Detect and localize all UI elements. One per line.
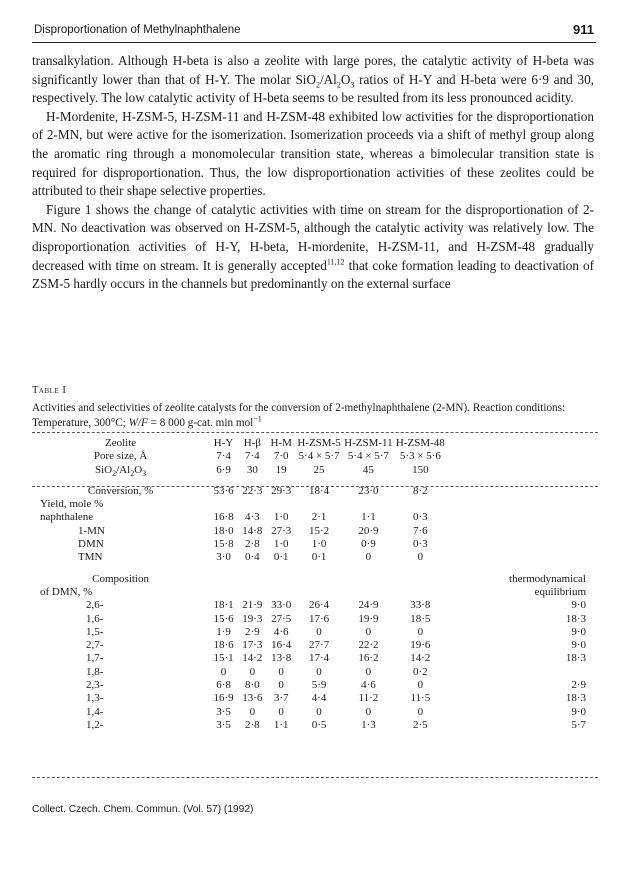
table-cell bbox=[267, 586, 296, 599]
table-cell: 0 bbox=[278, 679, 284, 692]
table-row bbox=[32, 719, 598, 732]
table-cell: 5·3 × 5·6 bbox=[399, 450, 441, 463]
table-cell: 33·0 bbox=[271, 599, 292, 612]
row-label: 1,5- bbox=[86, 625, 104, 638]
table-cell: 7·4 bbox=[216, 450, 231, 463]
table-cell: 8·0 bbox=[245, 679, 260, 692]
row-label: Composition bbox=[92, 572, 149, 585]
running-title: Disproportionation of Methylnaphthalene bbox=[34, 24, 241, 36]
table-cell: 3·5 bbox=[216, 718, 231, 731]
table-cell: 0·3 bbox=[413, 538, 428, 551]
table-cell: 0 bbox=[365, 665, 372, 678]
table-cell: 0 bbox=[417, 705, 424, 718]
equilibrium-cell: 18·3 bbox=[565, 692, 586, 705]
row-label: 2,3- bbox=[86, 679, 104, 692]
table-cell: 16·2 bbox=[358, 652, 379, 665]
table-cell: 7·0 bbox=[273, 450, 289, 463]
p1-text-a: transalkylation. Although H-beta is also a zeolite with large pores, the catalytic activity of H-beta was significantly lower than that of H-Y. The molar SiO bbox=[32, 53, 594, 87]
table-cell: 4·6 bbox=[273, 625, 289, 638]
row-label: 1,8- bbox=[86, 665, 104, 678]
table-cell bbox=[238, 586, 267, 599]
table-cell bbox=[394, 498, 446, 511]
table-cell: 5·4 × 5·7 bbox=[298, 450, 340, 463]
row-label: 1,4- bbox=[86, 705, 104, 718]
equilibrium-cell bbox=[446, 511, 598, 524]
paragraph-3 bbox=[32, 201, 594, 294]
table-cell: 11·2 bbox=[358, 692, 379, 705]
row-label: 1,7- bbox=[86, 652, 104, 665]
table-cell bbox=[394, 573, 446, 586]
table-cell: 6·9 bbox=[216, 463, 231, 476]
table-cell: 7·4 bbox=[245, 450, 260, 463]
table-cell: 0 bbox=[249, 665, 256, 678]
row-label: 2,6- bbox=[86, 599, 104, 612]
table-cell: 13·8 bbox=[271, 652, 292, 665]
ratio-label-part: SiO bbox=[95, 463, 113, 476]
row-label: Zeolite bbox=[104, 437, 137, 449]
table-cell: 4·4 bbox=[311, 692, 327, 705]
paragraph-1 bbox=[32, 52, 594, 108]
table-cell: 22·3 bbox=[242, 484, 263, 497]
table-cell: 0 bbox=[365, 625, 372, 638]
table-cell: 17·4 bbox=[308, 652, 330, 665]
table-cell: 21·9 bbox=[242, 599, 263, 612]
table-cell: 0 bbox=[365, 705, 372, 718]
table-row bbox=[32, 626, 598, 639]
table-cell: 18·1 bbox=[213, 599, 234, 612]
row-label: of DMN, % bbox=[40, 585, 93, 598]
table-row bbox=[32, 485, 598, 498]
table-cell: 1·0 bbox=[311, 538, 327, 551]
equilibrium-cell: 18·3 bbox=[565, 612, 586, 625]
table-row bbox=[32, 538, 598, 551]
table-cell bbox=[296, 498, 343, 511]
equilibrium-cell: 9·0 bbox=[571, 599, 586, 612]
equilibrium-cell bbox=[446, 464, 598, 477]
table-cell bbox=[209, 498, 238, 511]
equilibrium-cell bbox=[446, 525, 598, 538]
table-cell: 19·9 bbox=[358, 612, 379, 625]
p1-sub-1: 2 bbox=[315, 80, 320, 90]
row-label: Pore size, Å bbox=[93, 450, 148, 463]
row-label: 1,2- bbox=[86, 718, 104, 731]
equilibrium-cell: 18·3 bbox=[565, 652, 586, 665]
table-cell: 0 bbox=[249, 705, 256, 718]
table-cell: 18·5 bbox=[410, 612, 431, 625]
table-cell: 2·9 bbox=[245, 625, 260, 638]
ratio-label-part: 2 bbox=[112, 468, 117, 478]
table-cell bbox=[267, 573, 296, 586]
table-cell: 0·2 bbox=[413, 665, 428, 678]
equilibrium-cell bbox=[446, 666, 598, 679]
caption-exponent: −1 bbox=[253, 414, 262, 424]
table-row bbox=[32, 666, 598, 679]
table-cell: 16·9 bbox=[213, 692, 234, 705]
table-cell: 29·3 bbox=[271, 484, 292, 497]
table-cell: 0·9 bbox=[361, 538, 376, 551]
ratio-label-part: O bbox=[134, 463, 143, 476]
equilibrium-cell: 9·0 bbox=[571, 625, 586, 638]
table-cell: 0 bbox=[278, 705, 284, 718]
table-row bbox=[32, 679, 598, 692]
equilibrium-cell: 5·7 bbox=[571, 718, 586, 731]
table-cell: 150 bbox=[412, 463, 429, 476]
table-cell bbox=[343, 498, 395, 511]
results-table bbox=[32, 437, 598, 732]
table-cell: 23·0 bbox=[358, 484, 379, 497]
table-cell: 20·9 bbox=[358, 524, 379, 537]
table-cell: 18·4 bbox=[308, 484, 330, 497]
table-cell: 25 bbox=[313, 463, 325, 476]
table-cell: 15·2 bbox=[308, 524, 330, 537]
table-cell: 17·3 bbox=[242, 639, 263, 652]
row-label: naphthalene bbox=[40, 511, 94, 524]
table-cell: 18·6 bbox=[213, 639, 234, 652]
table-cell: 1·0 bbox=[273, 538, 289, 551]
table-cell bbox=[209, 573, 238, 586]
table-cell: 24·9 bbox=[358, 599, 379, 612]
table-cell: 19·6 bbox=[410, 639, 431, 652]
table-row bbox=[32, 599, 598, 612]
table-cell: 1·1 bbox=[361, 511, 376, 524]
table-row bbox=[32, 525, 598, 538]
table-cell: 4·6 bbox=[361, 679, 376, 692]
row-label: TMN bbox=[78, 551, 103, 564]
table-cell: 16·8 bbox=[213, 511, 234, 524]
table-label: Table I bbox=[32, 385, 67, 396]
table-cell: 0 bbox=[417, 625, 424, 638]
page-number: 911 bbox=[573, 22, 594, 37]
table-cell: 3·7 bbox=[273, 692, 289, 705]
table-cell: 1·0 bbox=[273, 511, 289, 524]
equilibrium-cell bbox=[446, 450, 598, 463]
equilibrium-cell bbox=[446, 437, 598, 450]
table-cell: 6·8 bbox=[216, 679, 231, 692]
table-cell: 0·1 bbox=[311, 551, 327, 564]
table-cell bbox=[238, 573, 267, 586]
equilibrium-cell bbox=[446, 551, 598, 564]
row-label: Yield, mole % bbox=[40, 498, 104, 511]
equilibrium-cell bbox=[446, 498, 598, 511]
table-cell: 5·9 bbox=[311, 679, 327, 692]
table-row bbox=[32, 511, 598, 524]
table-cell: 15·6 bbox=[213, 612, 234, 625]
equilibrium-cell: thermodynamical bbox=[509, 572, 586, 585]
table-cell: 18·0 bbox=[213, 524, 234, 537]
table-cell: 1·1 bbox=[273, 718, 289, 731]
table-cell: H-ZSM-5 bbox=[297, 437, 341, 449]
table-cell: H-β bbox=[243, 437, 261, 449]
row-label: 1,3- bbox=[86, 692, 104, 705]
table-row bbox=[32, 692, 598, 705]
table-cell: 33·8 bbox=[410, 599, 431, 612]
p3-text-a: Figure 1 shows the change of catalytic activities with time on stream for the disproportionation of 2-MN. No deactivation was observed on H-ZSM-5, although the catalytic activity was relatively low. The disproportionation activities of H-Y, H-beta, H-mordenite, H-ZSM-11, and H-ZSM-48 gradually decreased with time on stream. It is generally accepted bbox=[32, 201, 594, 273]
table-cell: 15·1 bbox=[213, 652, 234, 665]
table-cell: 27·5 bbox=[271, 612, 292, 625]
p1-text-c: O bbox=[340, 71, 351, 87]
table-cell: 2·8 bbox=[245, 718, 260, 731]
table-cell: 19·3 bbox=[242, 612, 263, 625]
table-cell: 0 bbox=[220, 665, 227, 678]
equilibrium-cell bbox=[446, 538, 598, 551]
table-top-rule bbox=[32, 432, 598, 433]
p3-text-b: that coke formation leading to deactivation of ZSM-5 hardly occurs in the channels but predominantly on the external surface bbox=[32, 257, 594, 292]
table-row bbox=[32, 551, 598, 564]
table-cell: 45 bbox=[362, 463, 374, 476]
table-cell: H-ZSM-11 bbox=[344, 437, 393, 449]
table-cell bbox=[296, 586, 343, 599]
table-cell: 3·0 bbox=[216, 551, 231, 564]
running-header bbox=[32, 22, 596, 43]
table-row bbox=[32, 652, 598, 665]
table-cell: 53·6 bbox=[213, 484, 234, 497]
table-cell: 0 bbox=[417, 679, 424, 692]
table-cell: 0·3 bbox=[413, 511, 428, 524]
ratio-label-part: 3 bbox=[142, 468, 147, 478]
table-cell bbox=[394, 586, 446, 599]
table-cell: 4·3 bbox=[245, 511, 260, 524]
row-label bbox=[32, 464, 209, 477]
journal-footer: Collect. Czech. Chem. Commun. (Vol. 57) (1992) bbox=[32, 804, 254, 815]
row-label: 1,6- bbox=[86, 612, 104, 625]
p1-sub-3: 3 bbox=[350, 80, 355, 90]
table-cell: 0 bbox=[316, 705, 322, 718]
table-bottom-rule bbox=[32, 777, 598, 778]
table-cell: 0 bbox=[278, 665, 284, 678]
table-cell: 22·2 bbox=[358, 639, 379, 652]
equilibrium-cell bbox=[446, 485, 598, 498]
table-cell: 30 bbox=[246, 463, 258, 476]
table-cell: 0·1 bbox=[273, 551, 289, 564]
table-row bbox=[32, 706, 598, 719]
table-cell: 0·5 bbox=[311, 718, 327, 731]
table-cell: 1·9 bbox=[216, 625, 231, 638]
table-cell: 26·4 bbox=[308, 599, 330, 612]
table-cell: 1·3 bbox=[361, 718, 376, 731]
spacer-row bbox=[32, 565, 598, 573]
row-label: DMN bbox=[78, 538, 104, 551]
table-row bbox=[32, 450, 598, 463]
table-cell: 8·2 bbox=[413, 484, 428, 497]
table-cell: 0 bbox=[417, 551, 424, 564]
table-cell: 14·8 bbox=[242, 524, 263, 537]
citation-superscript: 11,12 bbox=[326, 257, 345, 267]
table-caption bbox=[32, 401, 598, 431]
table-cell: 17·6 bbox=[308, 612, 330, 625]
table-row bbox=[32, 464, 598, 477]
caption-wf: W/F bbox=[128, 417, 148, 429]
equilibrium-cell: equilibrium bbox=[534, 585, 586, 598]
table-cell: 0 bbox=[365, 551, 372, 564]
table-cell: 14·2 bbox=[410, 652, 431, 665]
p1-text-d: ratios of H-Y and H-beta were 6·9 and 30, respectively. The low catalytic activity of H-beta seems to be resulted from its less pronounced acidity. bbox=[32, 71, 594, 106]
table-cell bbox=[209, 586, 238, 599]
table-row bbox=[32, 437, 598, 450]
table-cell: 15·8 bbox=[213, 538, 234, 551]
row-label: Conversion, % bbox=[87, 484, 154, 497]
table-cell: 14·2 bbox=[242, 652, 263, 665]
table-cell bbox=[296, 573, 343, 586]
table-cell: 27·3 bbox=[271, 524, 292, 537]
table-cell: 2·5 bbox=[413, 718, 428, 731]
table-cell bbox=[238, 498, 267, 511]
p1-sub-2: 2 bbox=[336, 80, 341, 90]
table-row bbox=[32, 639, 598, 652]
row-label: 1-MN bbox=[78, 524, 105, 537]
table-cell: 5·4 × 5·7 bbox=[347, 450, 389, 463]
table-cell: 27·7 bbox=[308, 639, 330, 652]
table-cell: 2·8 bbox=[245, 538, 260, 551]
equilibrium-cell: 9·0 bbox=[571, 705, 586, 718]
table-row bbox=[32, 613, 598, 626]
table-cell: 7·6 bbox=[413, 524, 428, 537]
table-row bbox=[32, 573, 598, 586]
table-cell: 16·4 bbox=[271, 639, 292, 652]
table-cell: H-ZSM-48 bbox=[395, 437, 445, 449]
table-row bbox=[32, 586, 598, 599]
table-cell: 0·4 bbox=[245, 551, 260, 564]
table-cell bbox=[267, 498, 296, 511]
ratio-label-part: 2 bbox=[130, 468, 135, 478]
table-cell: 0 bbox=[316, 665, 322, 678]
table-cell: H-Y bbox=[213, 437, 234, 449]
table-row bbox=[32, 498, 598, 511]
table-cell: 19 bbox=[275, 463, 287, 476]
caption-text-a: Activities and selectivities of zeolite catalysts for the conversion of 2-methylnaphthalene (2-MN). Reaction conditions: Temperature, 300°C; bbox=[32, 402, 566, 429]
body-text bbox=[32, 52, 594, 294]
table-cell: 2·1 bbox=[311, 511, 327, 524]
row-label: 2,7- bbox=[86, 639, 104, 652]
equilibrium-cell: 2·9 bbox=[571, 679, 586, 692]
table-cell: 3·5 bbox=[216, 705, 231, 718]
table-cell: H-M bbox=[270, 437, 292, 449]
equilibrium-cell: 9·0 bbox=[571, 639, 586, 652]
ratio-label-part: /Al bbox=[116, 463, 131, 476]
table-cell bbox=[343, 573, 395, 586]
caption-text-b: = 8 000 g-cat. min mol bbox=[147, 417, 254, 429]
spacer-row bbox=[32, 477, 598, 485]
table-cell: 0 bbox=[316, 625, 322, 638]
p1-text-b: /Al bbox=[319, 71, 337, 87]
table-cell bbox=[343, 586, 395, 599]
paragraph-2: H-Mordenite, H-ZSM-5, H-ZSM-11 and H-ZSM-48 exhibited low activities for the disproportionation of 2-MN, but were active for the isomerization. Isomerization proceeds via a shift of methyl group along the aromatic ring through a monomolecular transition state, whereas a bimolecular transition state is required for disproportionation. Thus, the low disproportionation activities of these zeolites could be attributed to their shape selective properties. bbox=[32, 108, 594, 199]
table-cell: 11·5 bbox=[410, 692, 431, 705]
table-cell: 13·6 bbox=[242, 692, 263, 705]
